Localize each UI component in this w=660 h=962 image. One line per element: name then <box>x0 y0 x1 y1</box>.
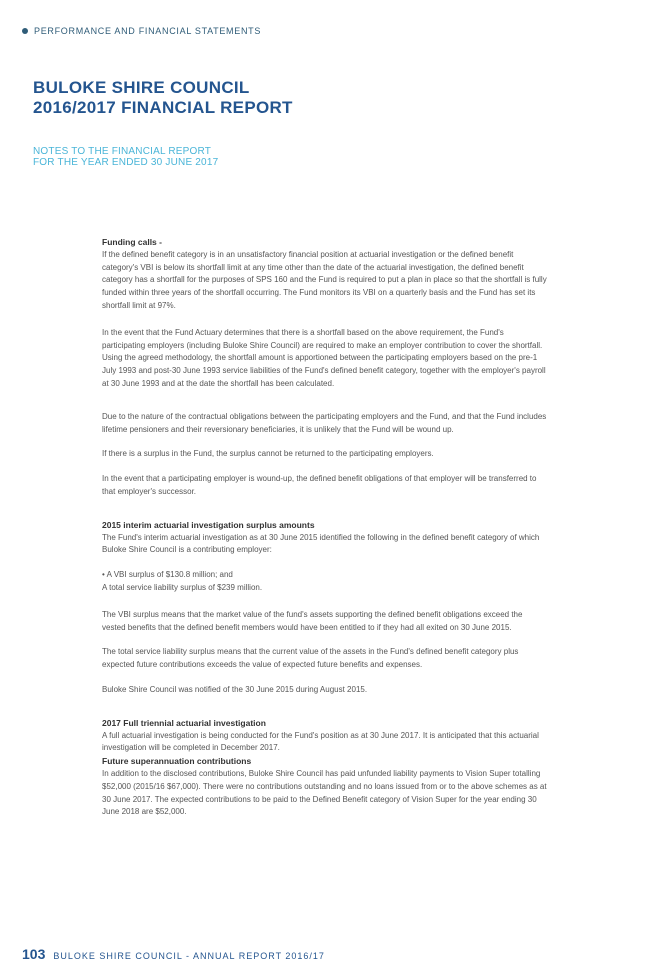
report-title-line1: BULOKE SHIRE COUNCIL <box>33 78 250 97</box>
section-header <box>22 26 261 36</box>
page-footer <box>22 946 325 962</box>
report-title-line2: 2016/2017 FINANCIAL REPORT <box>33 98 293 117</box>
notes-body <box>102 236 547 819</box>
interim-list-item: • A VBI surplus of $130.8 million; and <box>102 570 233 580</box>
interim-paragraph: The Fund's interim actuarial investigation as at 30 June 2015 identified the following in the defined benefit category of which Buloke Shire Council is a contributing employer: <box>102 532 540 555</box>
funding-calls-heading: Funding calls - <box>102 237 162 247</box>
funding-calls-paragraph: In the event that the Fund Actuary determines that there is a shortfall based on the above requirement, the Fund's participating employers (including Buloke Shire Council) are required to make an employer contribution to cover the shortfall. <box>102 327 543 350</box>
notes-subtitle-line2: FOR THE YEAR ENDED 30 JUNE 2017 <box>33 157 219 168</box>
interim-heading: 2015 interim actuarial investigation surplus amounts <box>102 519 315 530</box>
funding-calls-paragraph: In the event that a participating employer is wound-up, the defined benefit obligations of that employer will be transferred to that employer's successor. <box>102 474 537 496</box>
report-title <box>33 78 293 118</box>
interim-paragraph: Buloke Shire Council was notified of the 30 June 2015 during August 2015. <box>102 684 368 694</box>
future-contributions-heading: Future superannuation contributions <box>102 756 252 767</box>
notes-subtitle <box>33 146 218 168</box>
interim-paragraph: The total service liability surplus means that the current value of the assets in the Fund's defined benefit category plus expected future contributions exceeds the value of expected future benefits and expenses. <box>102 647 519 670</box>
interim-paragraph: The VBI surplus means that the market value of the fund's assets supporting the defined benefit obligations exceed the vested benefits that the defined benefit members would have been entitled to if they had all exited on 30 June 2015. <box>102 609 523 632</box>
interim-list-item: A total service liability surplus of $239 million. <box>102 582 263 592</box>
footer-text: BULOKE SHIRE COUNCIL - ANNUAL REPORT 2016/17 <box>53 951 325 961</box>
funding-calls-paragraph: If there is a surplus in the Fund, the surplus cannot be returned to the participating employers. <box>102 449 434 459</box>
funding-calls-paragraph: Due to the nature of the contractual obligations between the participating employers and the Fund, and that the Fund includes lifetime pensioners and their reversionary beneficiaries, it is unlikely that the Fund will be wound up. <box>102 411 547 434</box>
future-contributions-paragraph: In addition to the disclosed contributions, Buloke Shire Council has paid unfunded liability payments to Vision Super totalling $52,000 (2015/16 $67,000). There were no contributions outstanding and no loans issued from or to the above schemes as at 30 June 2017. The expected contributions to be paid to the Defined Benefit category of Vision Super for the year ending 30 June 2018 are $52,000. <box>102 768 547 817</box>
bullet-icon <box>22 28 28 34</box>
triennial-heading: 2017 Full triennial actuarial investigation <box>102 717 266 728</box>
notes-subtitle-line1: NOTES TO THE FINANCIAL REPORT <box>33 146 212 157</box>
section-header-label: PERFORMANCE AND FINANCIAL STATEMENTS <box>34 26 262 36</box>
page-number: 103 <box>22 946 46 962</box>
triennial-paragraph: A full actuarial investigation is being conducted for the Fund's position as at 30 June 2017. It is anticipated that this actuarial investigation will be completed in December 2017. <box>102 730 539 753</box>
funding-calls-paragraph: Using the agreed methodology, the shortfall amount is apportioned between the participating employers based on the pre-1 July 1993 and post-30 June 1993 service liabilities of the Fund's defined benefit category, together with the employer's payroll at 30 June 1993 and at the date the shortfall has been calculated. <box>102 353 546 388</box>
funding-calls-paragraph: If the defined benefit category is in an unsatisfactory financial position at actuarial investigation or the defined benefit category's VBI is below its shortfall limit at any time other than the date of the actuarial investigation, the defined benefit category has a shortfall for the purposes of SPS 160 and the Fund is required to put a plan in place so that the shortfall is fully funded within three years of the shortfall occurring. The Fund monitors its VBI on a quarterly basis and the Fund has set its shortfall limit at 97%. <box>102 249 547 310</box>
